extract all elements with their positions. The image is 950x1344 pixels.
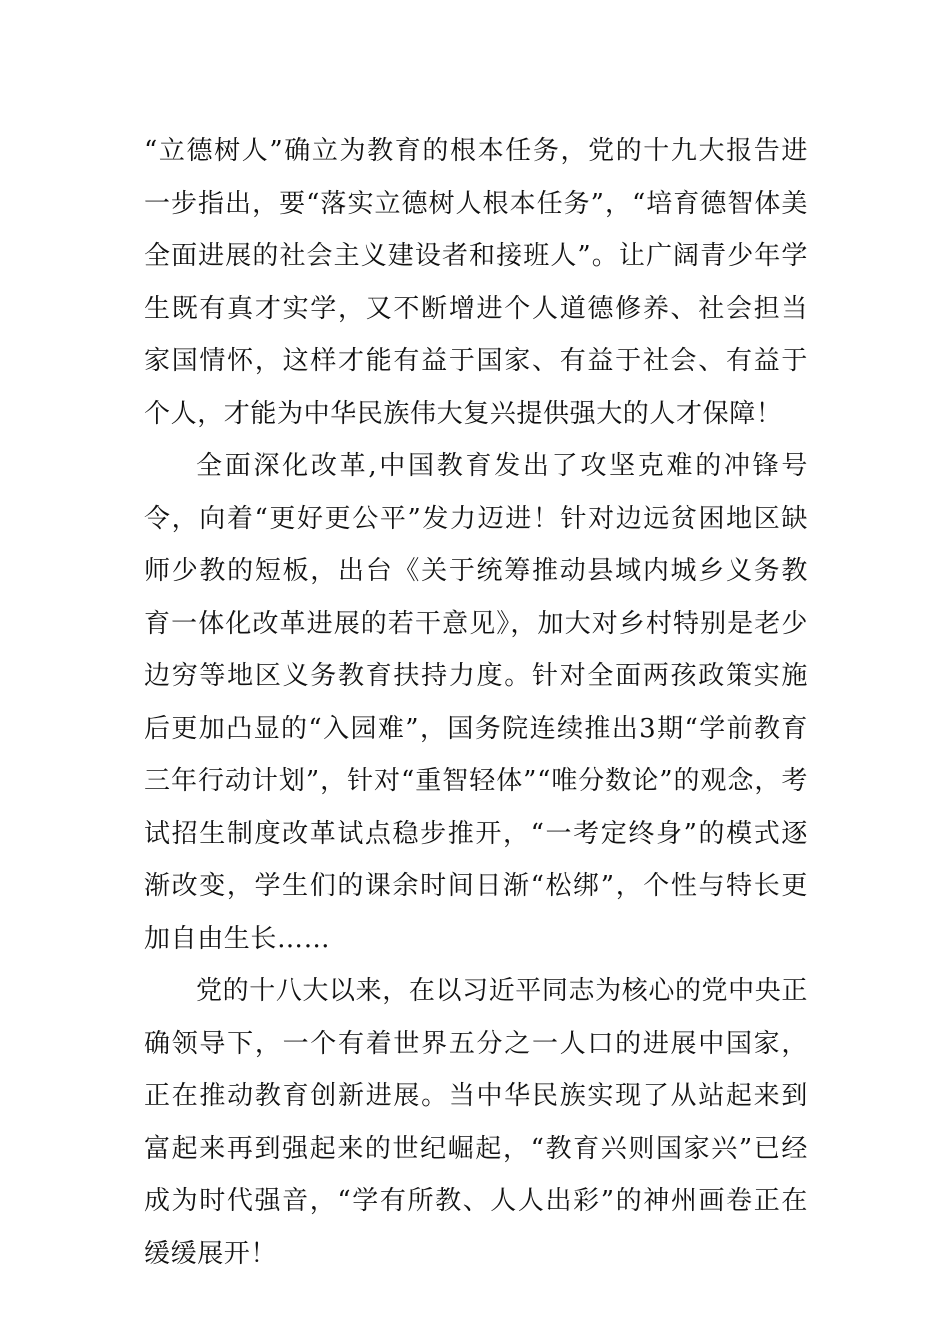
paragraph-1: “立德树人”确立为教育的根本任务，党的十九大报告进一步指出，要“落实立德树人根本任务”，“培育德智体美全面进展的社会主义建设者和接班人”。让广阔青少年学生既有真才实学，又不断增进个人道德修养、社会担当家国情怀，这样才能有益于国家、有益于社会、有益于个人，才能为中华民族伟大复兴提供强大的人才保障！ xyxy=(144,136,808,429)
paragraph-3: 党的十八大以来，在以习近平同志为核心的党中央正确领导下，一个有着世界五分之一人口的进展中国家，正在推动教育创新进展。当中华民族实现了从站起来到富起来再到强起来的世纪崛起，“教育兴则国家兴”已经成为时代强音，“学有所教、人人出彩”的神州画卷正在缓缓展开！ xyxy=(144,976,808,1269)
paragraph-2: 全面深化改革,中国教育发出了攻坚克难的冲锋号令，向着“更好更公平”发力迈进！针对边远贫困地区缺师少教的短板，出台《关于统筹推动县域内城乡义务教育一体化改革进展的若干意见》，加大对乡村特别是老少边穷等地区义务教育扶持力度。针对全面两孩政策实施后更加凸显的“入园难”，国务院连续推出3期“学前教育三年行动计划”，针对“重智轻体”“唯分数论”的观念，考试招生制度改革试点稳步推开，“一考定终身”的模式逐渐改变，学生们的课余时间日渐“松绑”，个性与特长更加自由生长…… xyxy=(144,451,808,954)
document-body xyxy=(144,125,808,1280)
